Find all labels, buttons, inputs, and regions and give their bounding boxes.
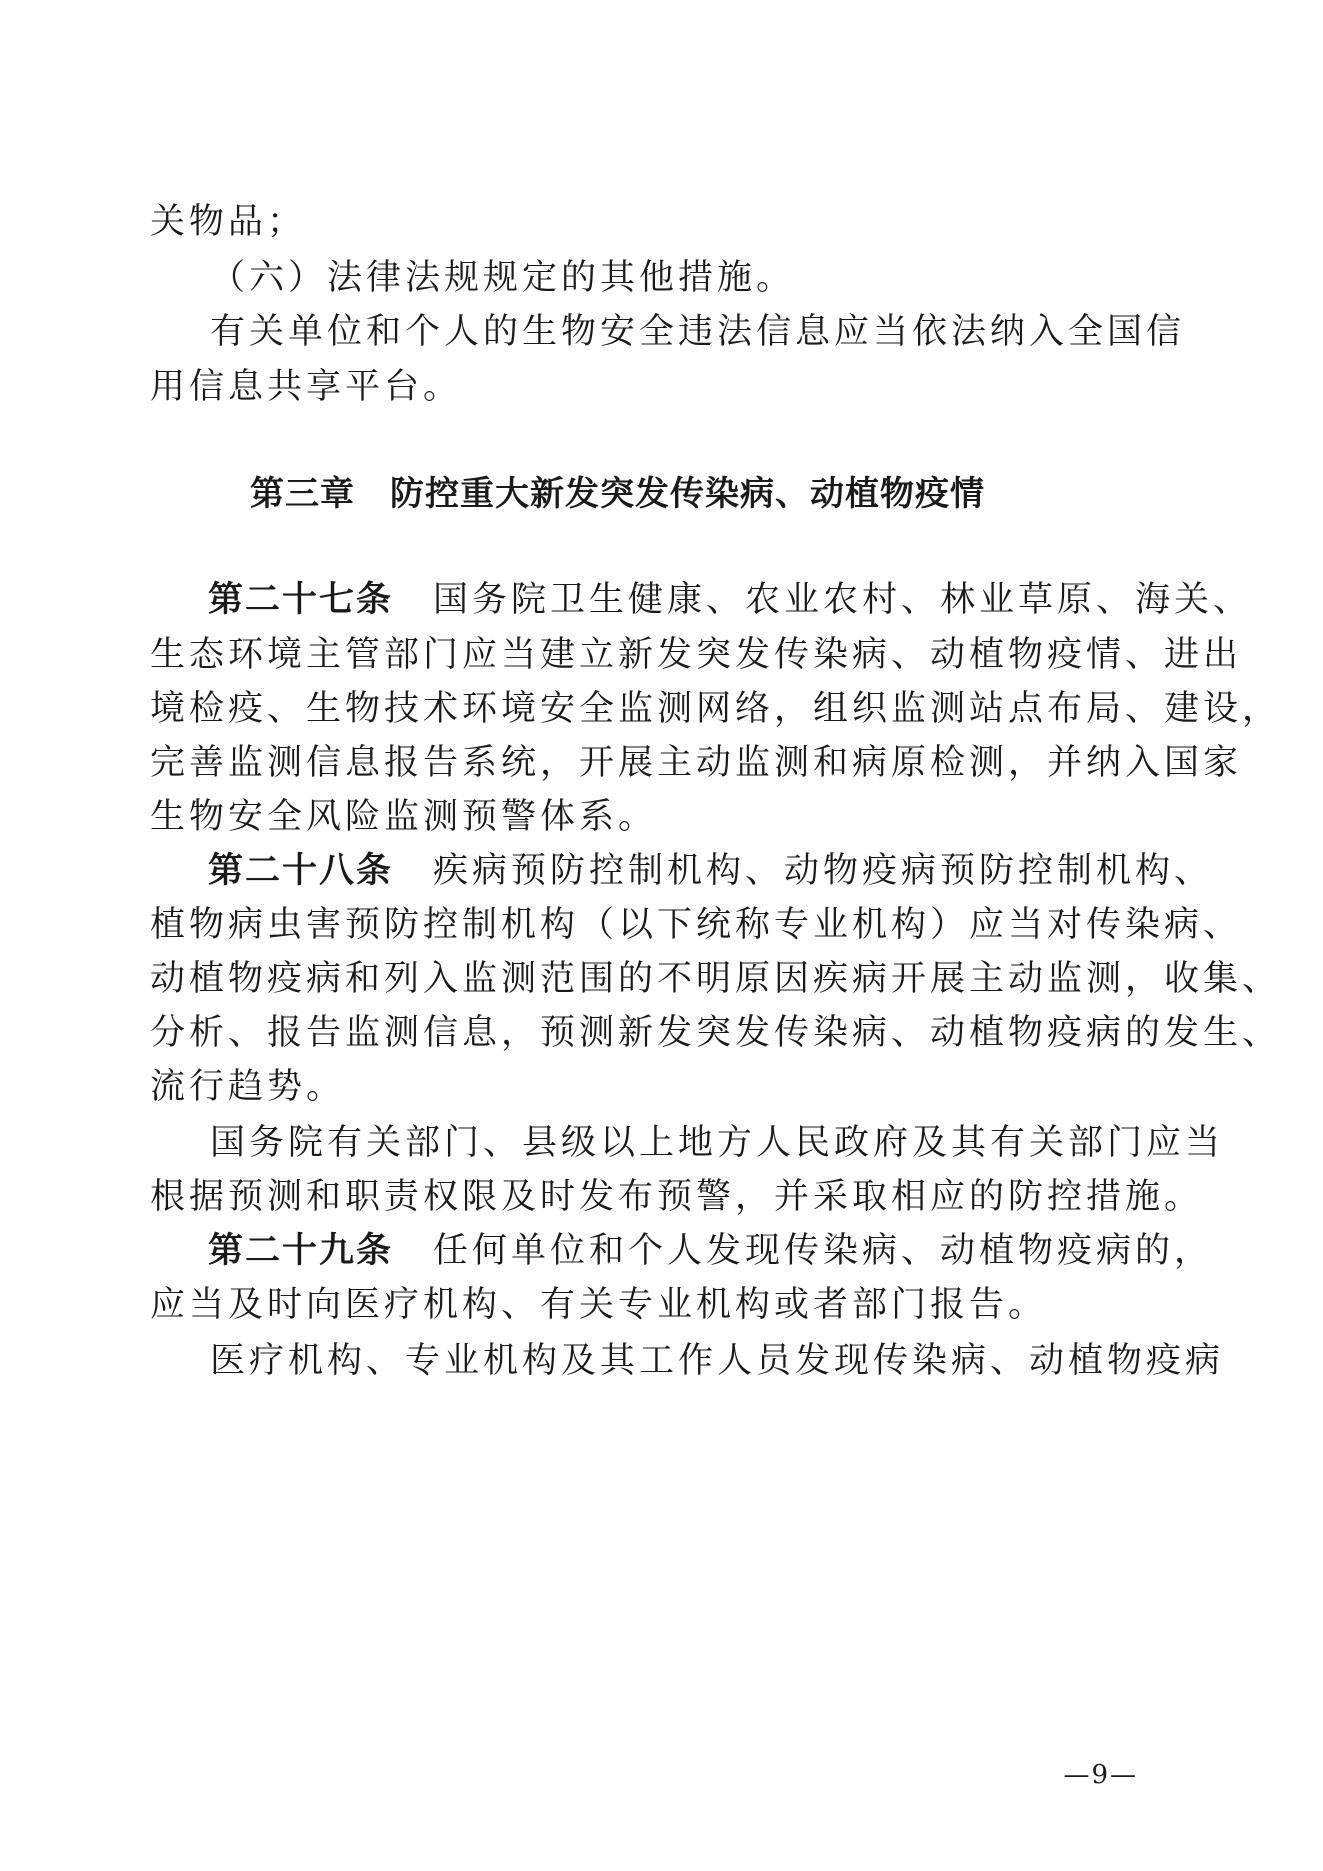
text-line: 用信息共享平台。: [150, 367, 463, 407]
article-28-text: 疾病预防控制机构、动物疫病预防控制机构、: [433, 851, 1214, 891]
text-line: 完善监测信息报告系统，开展主动监测和病原检测，并纳入国家: [150, 743, 1243, 783]
article-27-title: 第二十七条: [208, 580, 394, 620]
text-line: 医疗机构、专业机构及其工作人员发现传染病、动植物疫病: [210, 1341, 1225, 1381]
text-line: 动植物疫病和列入监测范围的不明原因疾病开展主动监测，收集、: [150, 959, 1282, 999]
article-29-first-line: [208, 1229, 1213, 1273]
article-29-title: 第二十九条: [208, 1231, 394, 1271]
article-27-first-line: [208, 578, 1252, 622]
text-line: 分析、报告监测信息，预测新发突发传染病、动植物疫病的发生、: [150, 1013, 1282, 1053]
article-29-text: 任何单位和个人发现传染病、动植物疫病的，: [433, 1231, 1214, 1271]
text-line: 应当及时向医疗机构、有关专业机构或者部门报告。: [150, 1285, 1048, 1325]
article-28-title: 第二十八条: [208, 851, 394, 891]
page-number: —9—: [1063, 1760, 1138, 1790]
text-line: 有关单位和个人的生物安全违法信息应当依法纳入全国信: [210, 312, 1186, 352]
text-line: 植物病虫害预防控制机构（以下统称专业机构）应当对传染病、: [150, 905, 1243, 945]
text-line: 境检疫、生物技术环境安全监测网络，组织监测站点布局、建设，: [150, 689, 1282, 729]
article-27-text: 国务院卫生健康、农业农村、林业草原、海关、: [433, 580, 1253, 620]
text-line: 根据预测和职责权限及时发布预警，并采取相应的防控措施。: [150, 1177, 1204, 1217]
article-28-first-line: [208, 849, 1213, 893]
text-line: （六）法律法规规定的其他措施。: [210, 258, 796, 298]
text-line: 生物安全风险监测预警体系。: [150, 797, 658, 837]
text-line: 生态环境主管部门应当建立新发突发传染病、动植物疫情、进出: [150, 635, 1243, 675]
text-line: 流行趋势。: [150, 1067, 346, 1107]
text-line: 国务院有关部门、县级以上地方人民政府及其有关部门应当: [210, 1123, 1225, 1163]
text-line: 关物品；: [150, 202, 307, 242]
chapter-heading: 第三章 防控重大新发突发传染病、动植物疫情: [250, 474, 985, 514]
